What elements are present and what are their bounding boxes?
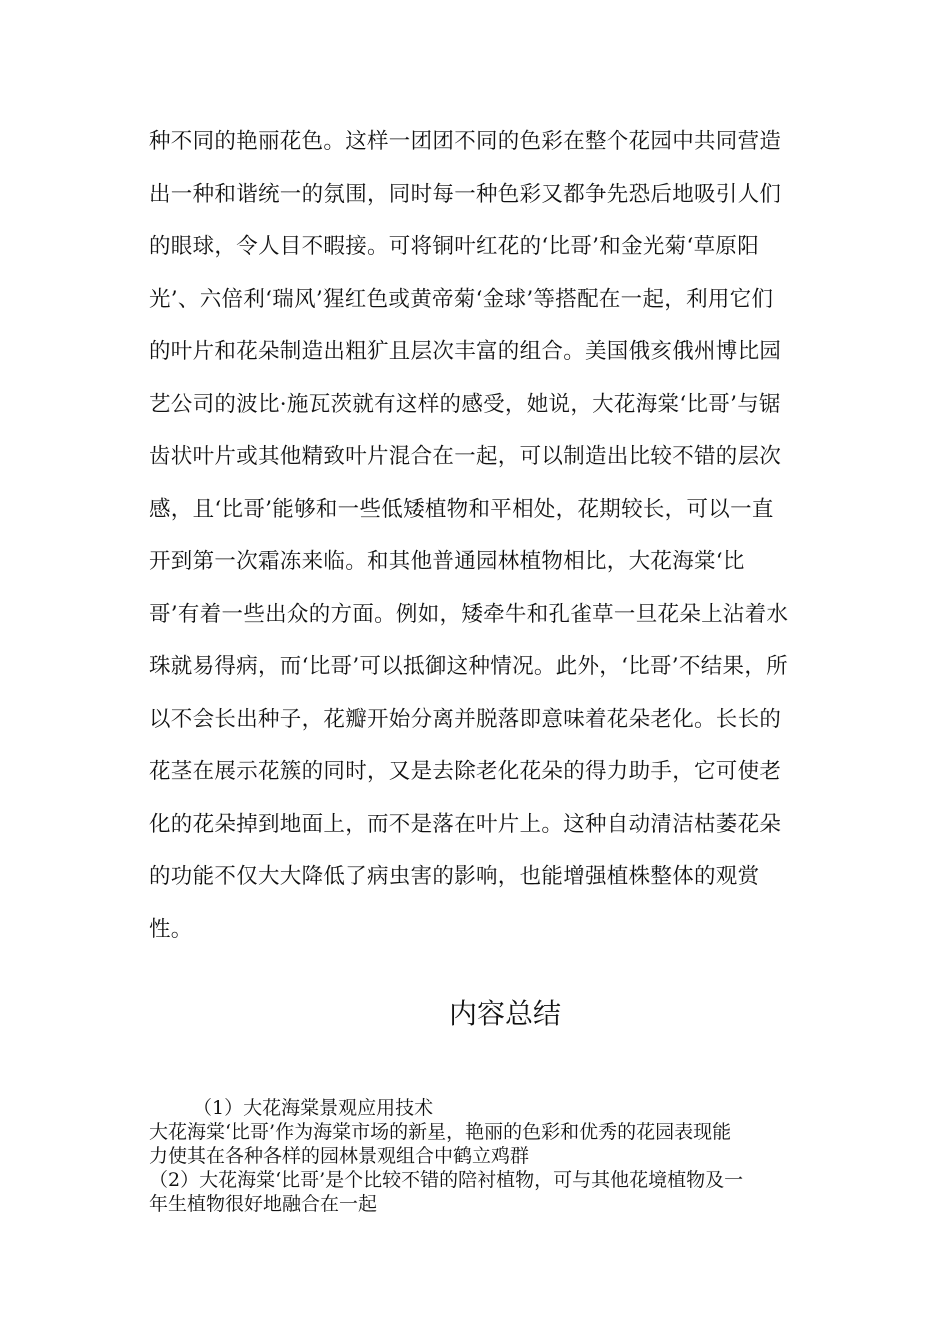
body-line: 以不会长出种子，花瓣开始分离并脱落即意味着花朵老化。长长的 [149, 706, 782, 732]
body-line: 开到第一次霜冻来临。和其他普通园林植物相比，大花海棠‘比 [149, 549, 745, 574]
body-line: 的眼球，令人目不暇接。可将铜叶红花的‘比哥’和金光菊‘草原阳 [149, 234, 760, 259]
body-line: 艺公司的波比·施瓦茨就有这样的感受，她说，大花海棠‘比哥’与锯 [149, 391, 781, 417]
summary-title: 内容总结 [448, 997, 561, 1030]
body-line: 的叶片和花朵制造出粗犷且层次丰富的组合。美国俄亥俄州博比园 [149, 339, 782, 364]
summary-line: （2）大花海棠‘比哥’是个比较不错的陪衬植物，可与其他花境植物及一 [149, 1169, 744, 1191]
summary-line: 大花海棠‘比哥’作为海棠市场的新星，艳丽的色彩和优秀的花园表现能 [149, 1121, 732, 1143]
body-line: 种不同的艳丽花色。这样一团团不同的色彩在整个花园中共同营造 [149, 129, 782, 154]
body-line: 光’、六倍利‘瑞风’猩红色或黄帝菊‘金球’等搭配在一起，利用它们 [149, 286, 774, 312]
body-line: 的功能不仅大大降低了病虫害的影响，也能增强植株整体的观赏 [149, 864, 760, 889]
summary-line: 力使其在各种各样的园林景观组合中鹤立鸡群 [149, 1145, 530, 1167]
body-line: 出一种和谐统一的氛围，同时每一种色彩又都争先恐后地吸引人们 [149, 181, 782, 207]
body-line: 花茎在展示花簇的同时，又是去除老化花朵的得力助手，它可使老 [149, 759, 782, 784]
body-line: 哥’有着一些出众的方面。例如，矮牵牛和孔雀草一旦花朵上沾着水 [149, 601, 789, 627]
summary-heading: （1）大花海棠景观应用技术 [193, 1097, 434, 1119]
body-line: 化的花朵掉到地面上，而不是落在叶片上。这种自动清洁枯萎花朵 [149, 811, 782, 837]
summary-line: 年生植物很好地融合在一起 [149, 1193, 378, 1215]
body-text [149, 116, 809, 956]
body-line: 性。 [149, 916, 193, 942]
body-line: 珠就易得病，而‘比哥’可以抵御这种情况。此外，‘比哥’不结果，所 [149, 654, 788, 679]
body-line: 齿状叶片或其他精致叶片混合在一起，可以制造出比较不错的层次 [149, 444, 782, 469]
body-line: 感，且‘比哥’能够和一些低矮植物和平相处，花期较长，可以一直 [149, 496, 774, 522]
summary-block [149, 1096, 809, 1216]
